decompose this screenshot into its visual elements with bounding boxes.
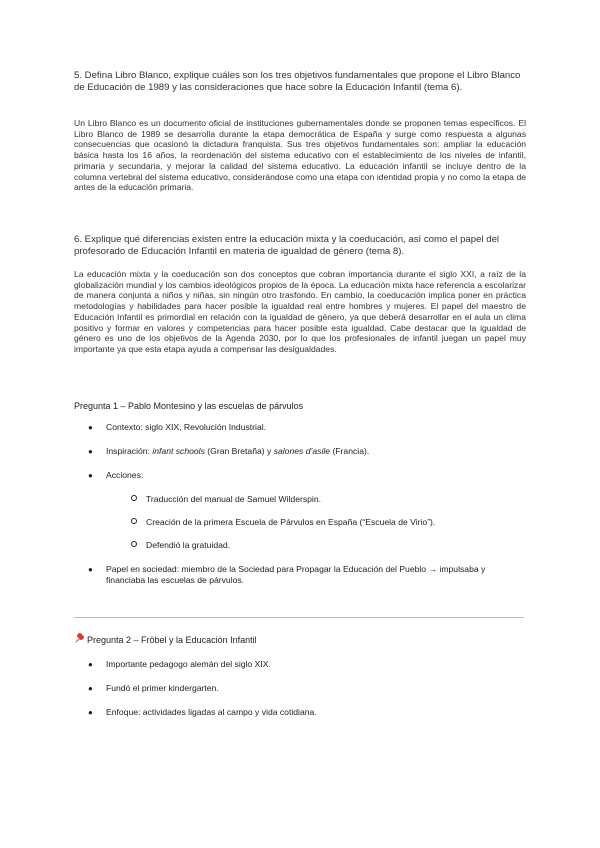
bullet-icon: ●	[88, 684, 93, 693]
list-item: ● Papel en sociedad: miembro de la Sociedad para Propagar la Educación del Pueblo → impulsaba y financiaba las escuelas de párvulos.	[88, 564, 486, 585]
list-item: ● Importante pedagogo alemán del siglo XIX.	[88, 659, 271, 669]
bullet-icon: ●	[88, 471, 93, 480]
section-title-pregunta-1: Pregunta 1 – Pablo Montesino y las escuelas de párvulos	[74, 401, 304, 411]
list-item: ● Enfoque: actividades ligadas al campo y vida cotidiana.	[88, 707, 317, 717]
horizontal-divider	[74, 617, 524, 618]
bullet-icon: ●	[88, 423, 93, 432]
circle-bullet-icon	[131, 541, 137, 547]
section-title-pregunta-2: Pregunta 2 – Fröbel y la Educación Infantil	[74, 634, 526, 646]
sub-list-item: Traducción del manual de Samuel Wilderspin.	[74, 494, 526, 506]
question-6: 6. Explique qué diferencias existen entre la educación mixta y la coeducación, así como el papel del profesorado de Educación Infantil en materia de igualdad de género (tema 8).	[74, 234, 500, 257]
bullet-icon: ●	[88, 660, 93, 669]
list-item: ● Inspiración: infant schools (Gran Bretaña) y salones d’asile (Francia).	[88, 446, 370, 456]
list-item: ● Fundó el primer kindergarten.	[88, 683, 219, 693]
answer-6: La educación mixta y la coeducación son dos conceptos que cobran importancia durante el siglo XXI, a raíz de la globalización mundial y los cambios ideológicos propios de la época. La educación mixta hace referencia a escolarizar de manera conjunta a niños y niñas, sin ningún otro trasfondo. En cambio, la coeducación implica poner en práctica metodologías y habilidades para hacer posible la igualdad real entre hombres y mujeres. El papel del maestro de Educación Infantil es primordial en relación con la igualdad de género, ya que deberá desarrollar en el aula un clima positivo y formar en valores y competencias para hacer posible esta igualdad. Cabe destacar que la igualdad de género es uno de los objetivos de la Agenda 2030, por lo que los profesionales de infantil juegan un papel muy importante ya que esta etapa ayuda a compensar las desigualdades.	[74, 269, 526, 354]
answer-5: Un Libro Blanco es un documento oficial de instituciones gubernamentales donde se proponen temas específicos. El Libro Blanco de 1989 se desarrolla durante la etapa democrática de España y surge como respuesta a algunas consecuencias que ocasionó la dictadura franquista. Sus tres objetivos fundamentales son: ampliar la educación básica hasta los 16 años, la reordenación del sistema educativo con el establecimiento de los niveles de infantil, primaria y secundaria, y mejorar la calidad del sistema educativo. La educación infantil se incluye dentro de la columna vertebral del sistema educativo, considerándose como una etapa con identidad propia y no como la etapa de antes de la educación primaria.	[74, 118, 526, 193]
sub-list-item: Creación de la primera Escuela de Párvulos en España (“Escuela de Virio”).	[74, 517, 526, 529]
list-item: ● Acciones:	[88, 470, 144, 480]
list-item: ● Contexto: siglo XIX, Revolución Industrial.	[88, 422, 267, 432]
circle-bullet-icon	[131, 518, 137, 524]
sub-list-item: Defendió la gratuidad.	[74, 540, 526, 552]
bullet-icon: ●	[88, 447, 93, 456]
bullet-icon: ●	[88, 565, 93, 574]
bullet-icon: ●	[88, 708, 93, 717]
circle-bullet-icon	[131, 495, 137, 501]
pushpin-icon	[74, 634, 84, 644]
question-5: 5. Defina Libro Blanco, explique cuáles son los tres objetivos fundamentales que propone el Libro Blanco de Educación de 1989 y las consideraciones que hace sobre la Educación Infantil (tema 6).	[74, 70, 521, 93]
